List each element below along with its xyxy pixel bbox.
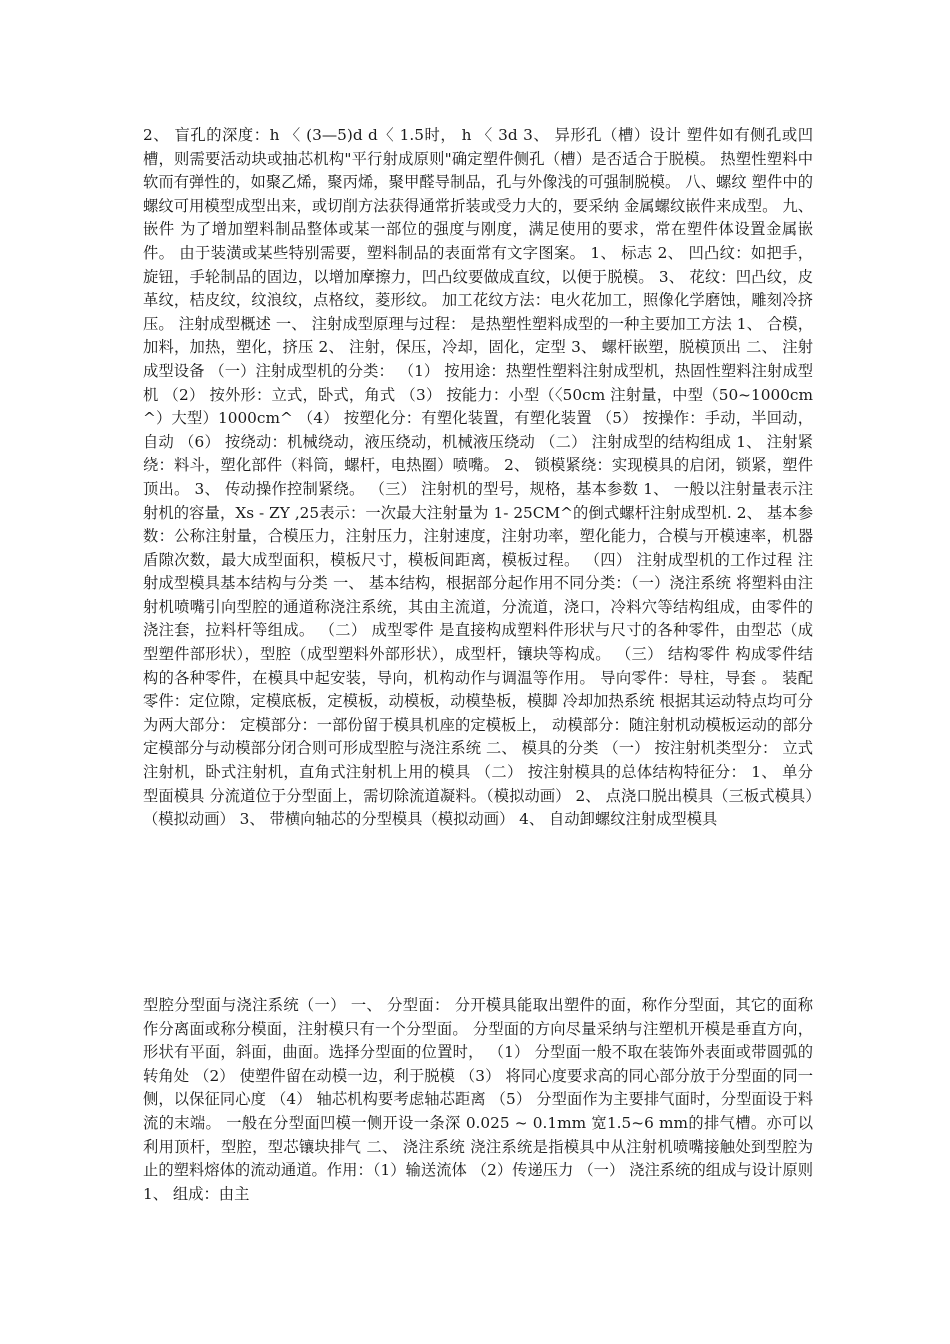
body-paragraph-1: 2、 盲孔的深度：h 〈 (3—5)d d〈 1.5时， h 〈 3d 3、 异形孔（槽）设计 塑件如有侧孔或凹槽，则需要活动块或抽芯机构"平行射成原则"确定塑件侧孔（槽）是否适合于脱模。 热塑性塑料中软而有弹性的，如聚乙烯，聚丙烯，聚甲醛导制品，孔与外像浅的可强制脱模。 八、螺纹 塑件中的螺纹可用模型成型出来，或切削方法获得通常折装或受力大的，要采纳 金属螺纹嵌件来成型。 九、嵌件 为了增加塑料制品整体或某一部位的强度与刚度，满足使用的要求，常在塑件体设置金属嵌件。 由于装潢或某些特别需要，塑料制品的表面常有文字图案。 1、 标志 2、 凹凸纹：如把手，旋钮，手轮制品的固边，以增加摩擦力，凹凸纹要做成直纹，以便于脱模。 3、 花纹：凹凸纹，皮革纹，桔皮纹，纹浪纹，点格纹，菱形纹。 加工花纹方法：电火花加工，照像化学磨蚀，雕刻冷挤压。 注射成型概述 一、 注射成型原理与过程： 是热塑性塑料成型的一种主要加工方法 1、 合模，加料，加热，塑化，挤压 2、 注射，保压，冷却，固化，定型 3、 螺杆嵌塑，脱模顶出 二、 注射成型设备 （一）注射成型机的分类： （1） 按用途：热塑性塑料注射成型机，热固性塑料注射成型机 （2） 按外形：立式，卧式，角式 （3） 按能力：小型（〈50cm 注射量，中型（50~1000cm^）大型）1000cm^ （4） 按塑化分：有塑化装置，有塑化装置 （5） 按操作：手动，半回动，自动 （6） 按绕动：机械绕动，液压绕动，机械液压绕动 （二） 注射成型的结构组成 1、 注射紧绕：料斗，塑化部件（料筒，螺杆，电热圈）喷嘴。 2、 锁模紧绕：实现模具的启闭，锁紧，塑件顶出。 3、 传动操作控制紧绕。 （三） 注射机的型号，规格，基本参数 1、 一般以注射量表示注射机的容量，Xs - ZY ,25表示：一次最大注射量为 1- 25CM^的倒式螺杆注射成型机. 2、 基本参数：公称注射量，合模压力，注射压力，注射速度，注射功率，塑化能力，合模与开模速率，机器盾隙次数，最大成型面积，模板尺寸，模板间距离，模板过程。 （四） 注射成型机的工作过程 注射成型模具基本结构与分类 一、 基本结构，根据部分起作用不同分类：（一）浇注系统 将塑料由注射机喷嘴引向型腔的通道称浇注系统，其由主流道，分流道，浇口，冷料穴等结构组成，由零件的浇注套，拉料杆等组成。 （二） 成型零件 是直接构成塑料件形状与尺寸的各种零件，由型芯（成型塑件部形状），型腔（成型塑料外部形状），成型杆，镶块等构成。 （三） 结构零件 构成零件结构的各种零件，在模具中起安装，导向，机构动作与调温等作用。 导向零件：导柱，导套 。 装配零件：定位隙，定模底板，定模板，动模板，动模垫板，模脚 冷却加热系统 根据其运动特点均可分为两大部分： 定模部分：一部份留于模具机座的定模板上， 动模部分：随注射机动模板运动的部分 定模部分与动模部分闭合则可形成型腔与浇注系统 二、 模具的分类 （一） 按注射机类型分： 立式注射机，卧式注射机，直角式注射机上用的模具 （二） 按注射模具的总体结构特征分： 1、 单分型面模具 分流道位于分型面上，需切除流道凝料。（模拟动画） 2、 点浇口脱出模具（三板式模具）（模拟动画） 3、 带横向轴芯的分型模具（模拟动画） 4、 自动卸螺纹注射成型模具 — [143, 126, 813, 829]
body-paragraph-2: 型腔分型面与浇注系统（一） 一、 分型面： 分开模具能取出塑件的面，称作分型面，其它的面称作分离面或称分模面，注射模只有一个分型面。 分型面的方向尽量采纳与注塑机开模是垂直方向，形状有平面，斜面，曲面。选择分型面的位置时， （1） 分型面一般不取在装饰外表面或带圆弧的转角处 （2） 使塑件留在动模一边，利于脱模 （3） 将同心度要求高的同心部分放于分型面的同一侧，以保征同心度 （4） 轴芯机构要考虑轴芯距离 （5） 分型面作为主要排气面时，分型面设于料流的末端。 一般在分型面凹模一侧开设一条深 0.025 ~ 0.1mm 宽1.5~6 mm的排气槽。亦可以利用顶杆，型腔，型芯镶块排气 二、 浇注系统 浇注系统是指模具中从注射机喷嘴接触处到型腔为止的塑料熔体的流动通道。作用：（1）输送流体 （2）传递压力 （一） 浇注系统的组成与设计原则 1、 组成：由主 — [143, 996, 813, 1203]
